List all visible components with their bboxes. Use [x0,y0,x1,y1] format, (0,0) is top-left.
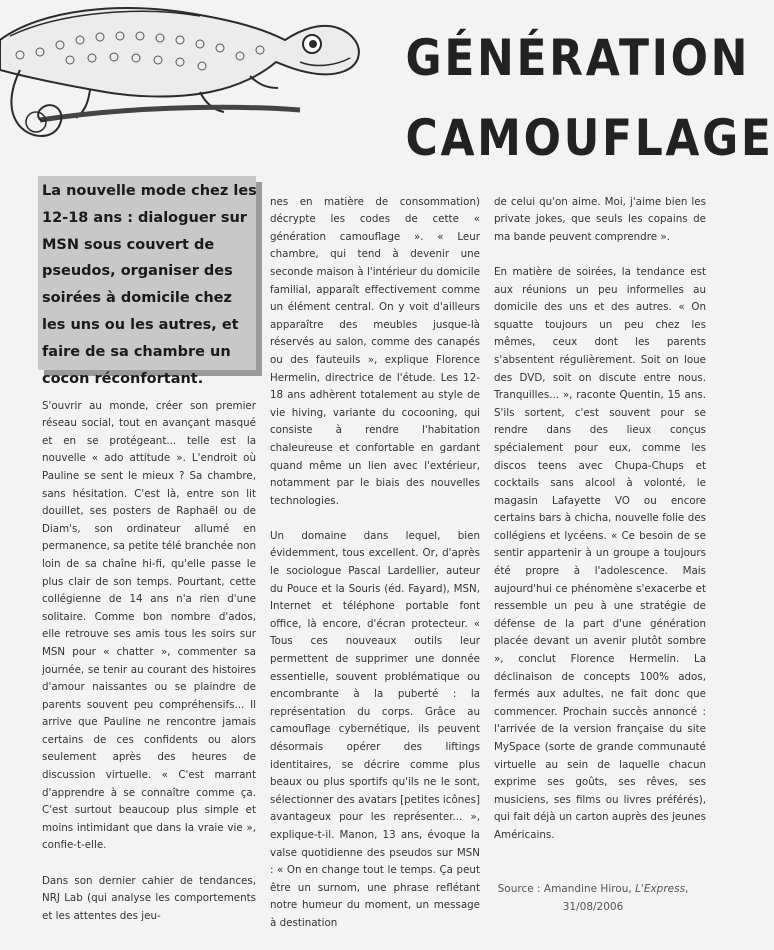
title-line-1: GÉNÉRATION [405,29,751,87]
column-3 [494,176,706,862]
paragraph: S'ouvrir au monde, créer son premier réseau social, tout en avançant masqué et en se protégeant... telle est la nouvelle « ado attitude ». L'endroit où Pauline se sent le mieux ? Sa chambre, sans hésitation. C'est là, entre son lit douillet, ses posters de Raphaël ou de Diam's, son ordinateur allumé en permanence, sa petite télé branchée non loin de sa chaîne hi-fi, qu'elle passe le plus clair de son temps. Pourtant, cette collégienne de 14 ans n'a rien d'une solitaire. Comme bon nombre d'ados, elle retrouve ses amis tous les soirs sur MSN pour « chatter », commenter sa journée, se tenir au courant des histoires d'amour naissantes ou se plaindre de parents souvent peu compréhensifs... Il arrive que Pauline ne rencontre jamais certains de ces confidents ou alors seulement après des heures de discussion virtuelle. « C'est marrant d'apprendre à se connaître comme ça. C'est surtout beaucoup plus simple et moins intimidant que dans la vraie vie », confie-t-elle. [42,399,256,852]
source-date: 31/08/2006 [562,901,624,913]
column-1 [42,380,256,943]
paragraph: Un domaine dans lequel, bien évidemment, tous excellent. Or, d'après le sociologue Pascal Lardellier, auteur du Pouce et la Souris (éd. Fayard), MSN, Internet et téléphone portable font office, là encore, d'écran protecteur. « Tous ces nouveaux outils leur permettent de supprimer une donnée essentielle, souvent problématique ou encombrante à la puberté : la représentation du corps. Grâce au camouflage cybernétique, ils peuvent désormais opérer des liftings identitaires, se décrire comme plus beaux ou plus sportifs qu'ils ne le sont, sélectionner des avatars [petites icônes] avantageux pour les représenter... », explique-t-il. Manon, 13 ans, évoque la valse quotidienne des pseudos sur MSN : « On en change tout le temps. Ça peut être un surnom, une phrase reflétant notre humeur du moment, un message à destination [270,529,480,929]
lead-box [38,176,257,387]
paragraph: En matière de soirées, la tendance est aux réunions un peu informelles au domicile des uns et des autres. « On squatte toujours un peu chez les mêmes, ceux dont les parents s'absentent régulièrement. Soit on loue des DVD, soit on discute entre nous. Tranquilles... », raconte Quentin, 15 ans. S'ils sortent, c'est souvent pour se rendre dans des lieux conçus spécialement pour eux, comme les discos teens avec Chupa-Chups et cocktails sans alcool à volonté, le magasin Lafayette VO ou encore certains bars à chicha, nouvelle folie des collégiens et lycéens. « Ce besoin de se sentir appartenir à un groupe a toujours été propre à l'adolescence. Mais aujourd'hui ce phénomène s'exacerbe et ressemble un peu à une stratégie de défense de la part d'une génération placée devant un avenir plutôt sombre », conclut Florence Hermelin. La déclinaison de concepts 100% ados, fermés aux adultes, ne fait donc que commencer. Prochain succès annoncé : l'arrivée de la version française du site MySpace (sorte de grande communauté virtuelle au sein de laquelle chacun exprime ses goûts, ses rêves, ses musiciens, ses films ou livres préférés), qui fait déjà un carton auprès des jeunes Américains. [494,265,706,841]
paragraph: Dans son dernier cahier de tendances, NRJ Lab (qui analyse les comportements et les attentes des jeu- [42,874,256,922]
source-publication: L'Express [635,883,686,895]
title-line-2: CAMOUFLAGE [405,109,774,167]
paragraph: nes en matière de consommation) décrypte les codes de cette « génération camouflage ». « Leur chambre, qui tend à devenir une seconde maison à l'intérieur du domicile familial, apparaît effectivement comme un élément central. On y voit d'ailleurs apparaître des meubles jusque-là réservés au salon, comme des canapés ou des fauteuils », explique Florence Hermelin, directrice de l'étude. Les 12-18 ans adhèrent totalement au style de vie hiving, variante du cocooning, qui consiste à rendre l'habitation chaleureuse et confortable en gardant quand même un lien avec l'extérieur, notamment par le biais des nouvelles technologies. [270,195,480,507]
source-prefix: Source : Amandine Hirou, [497,883,636,895]
source-credit: Source : Amandine Hirou, L'Express, 31/08/2006 [497,883,689,913]
column-2 [270,176,480,950]
article-title [405,18,774,178]
lead-text: La nouvelle mode chez les 12-18 ans : dialoguer sur MSN sous couvert de pseudos, organiser des soirées à domicile chez les uns ou les autres, et faire de sa chambre un cocon réconfortant. [42,183,257,387]
paragraph: de celui qu'on aime. Moi, j'aime bien les private jokes, que seuls les copains de ma bande peuvent comprendre ». [494,195,706,243]
chameleon-illustration [0,0,370,175]
